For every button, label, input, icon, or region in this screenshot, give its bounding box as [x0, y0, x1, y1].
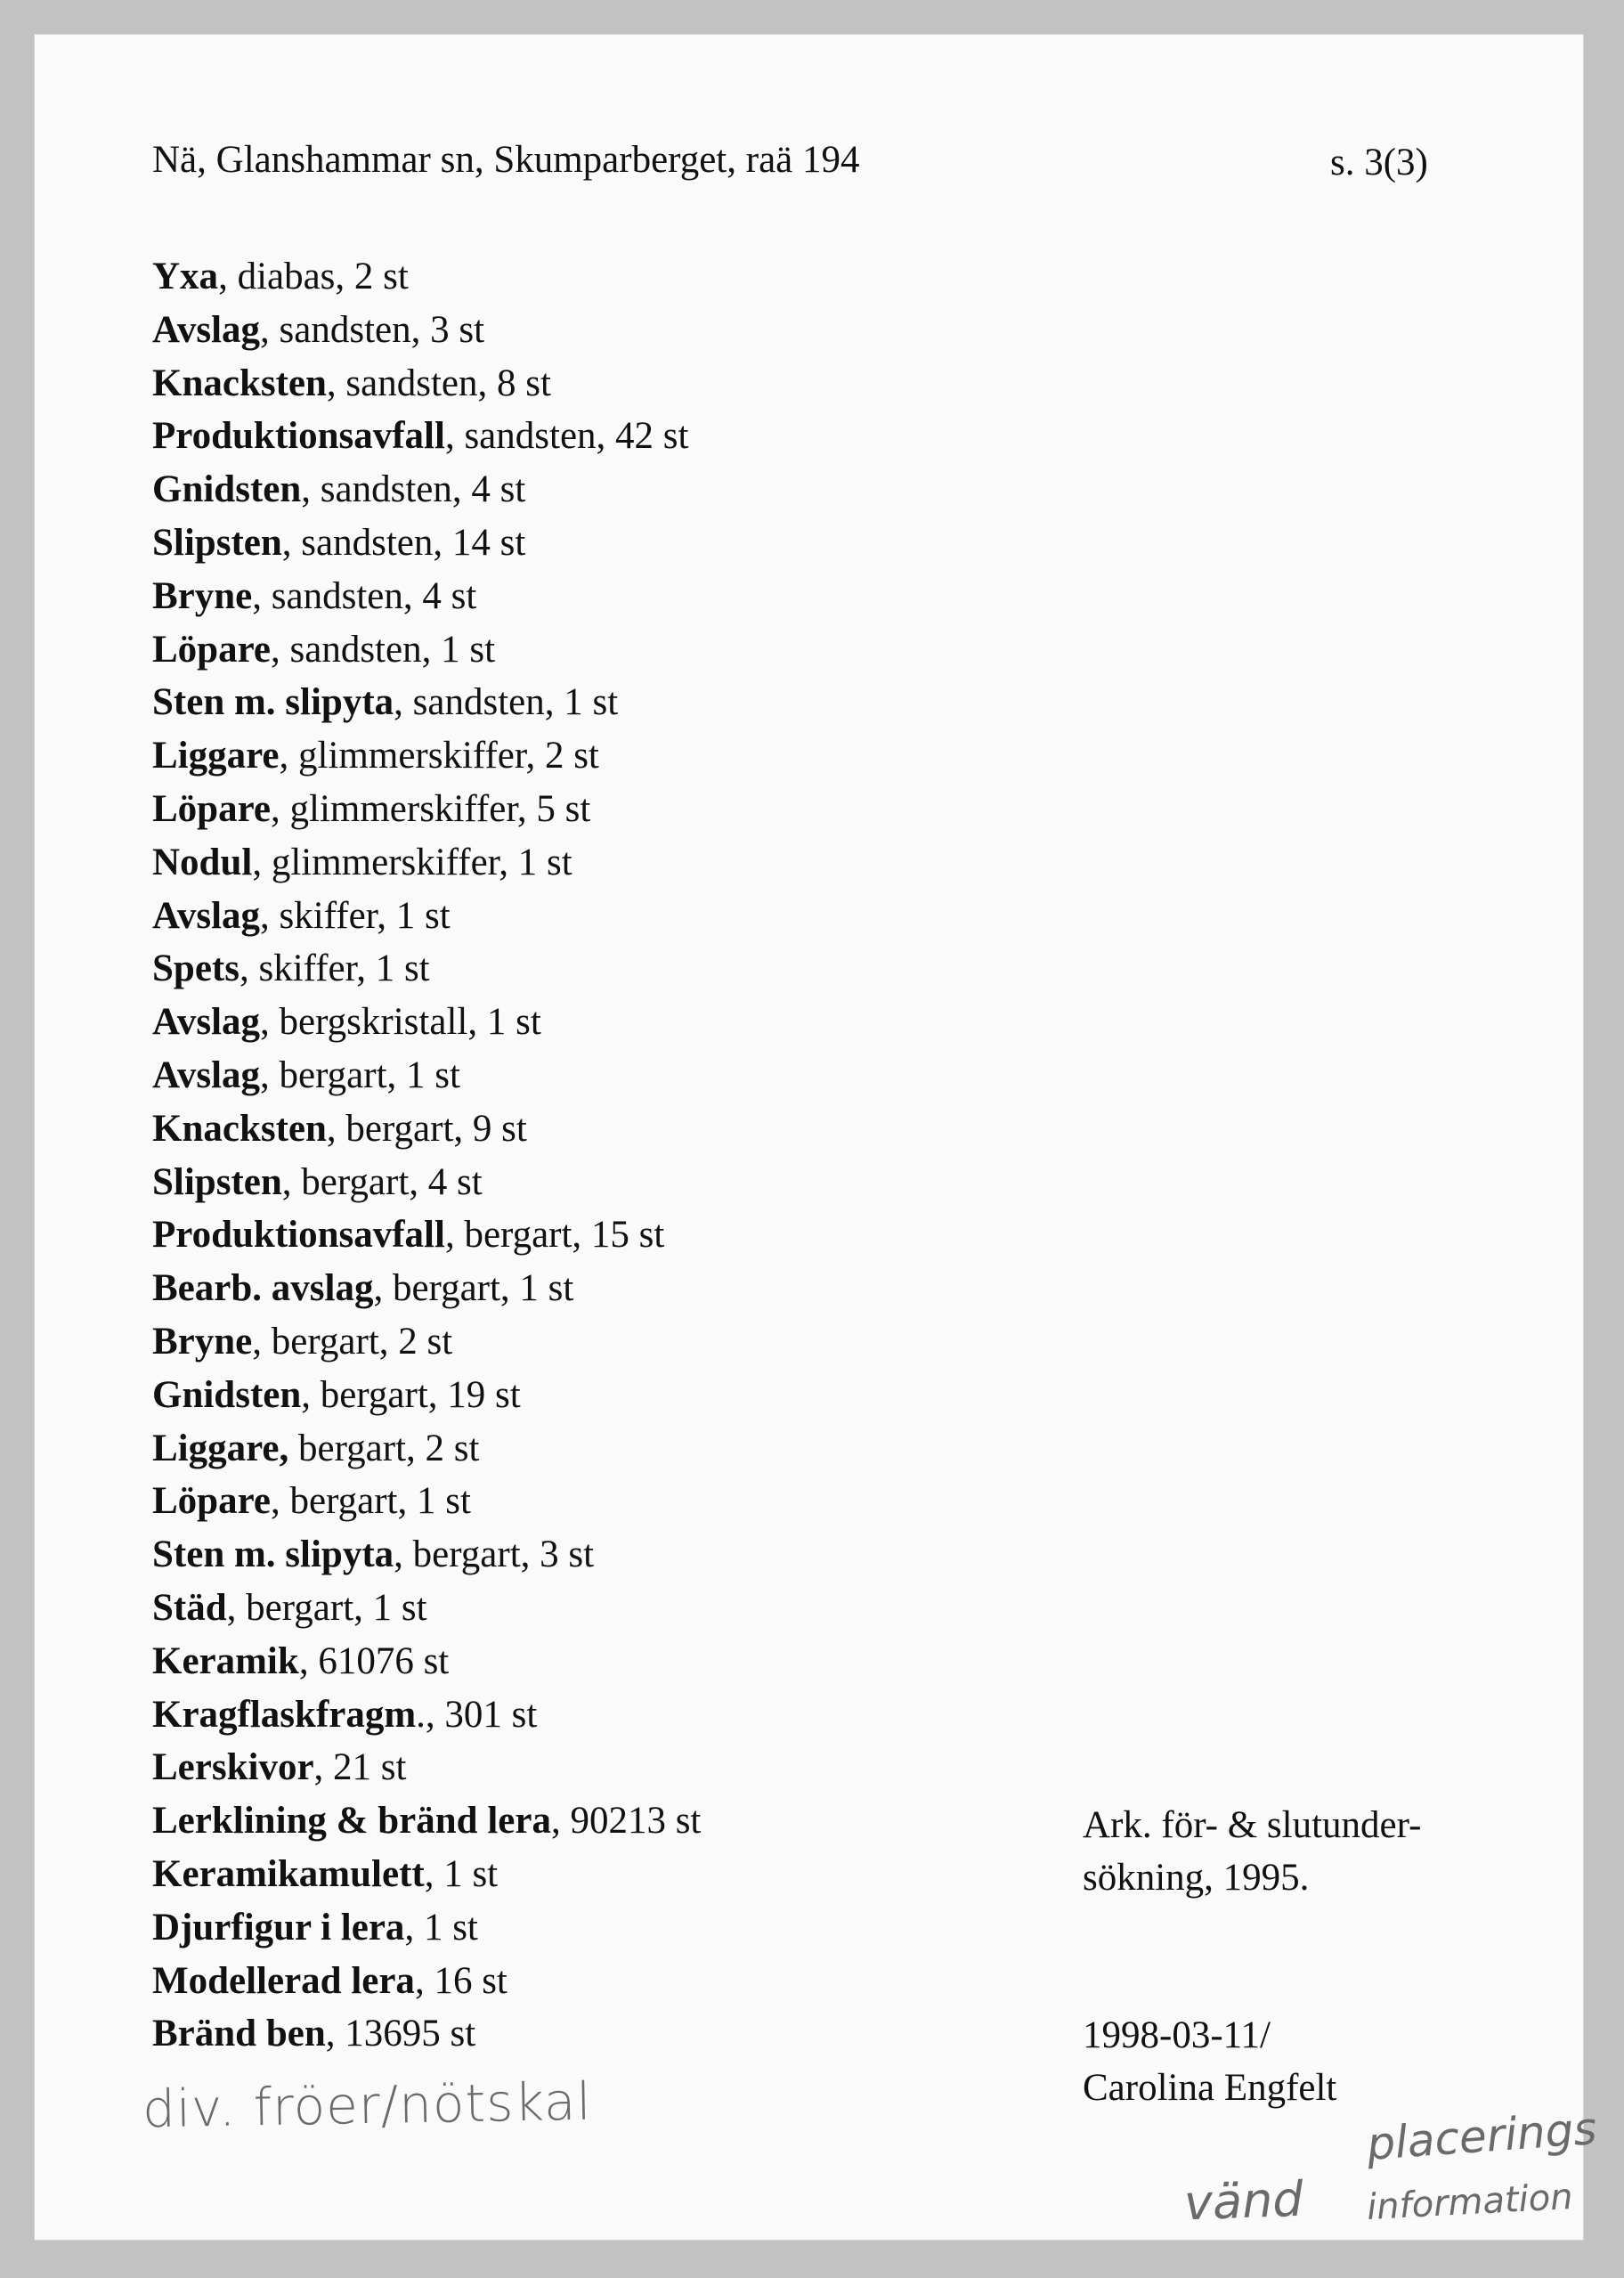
item-details: , 16 st	[414, 1959, 508, 2002]
item-name: Avslag	[152, 308, 261, 351]
list-item	[152, 1315, 701, 1369]
item-name: Nodul	[152, 841, 253, 883]
item-name: Lerklining & bränd lera	[152, 1800, 551, 1843]
item-name: Löpare	[152, 1480, 271, 1523]
item-details: , bergart, 4 st	[281, 1160, 483, 1203]
item-name: Lerskivor	[152, 1746, 314, 1789]
item-details: ., 301 st	[416, 1693, 538, 1736]
header-page-number: s. 3(3)	[1330, 142, 1428, 183]
item-name: Kragflaskfragm	[152, 1693, 417, 1736]
note-line: sökning, 1995.	[1083, 1857, 1310, 1899]
list-item	[152, 836, 701, 890]
list-item	[152, 1741, 701, 1794]
item-name: Djurfigur i lera	[152, 1906, 405, 1949]
list-item	[152, 676, 701, 729]
item-name: Städ	[152, 1586, 227, 1629]
item-name: Löpare	[152, 787, 271, 830]
item-name: Slipsten	[152, 1160, 282, 1203]
item-details: , 1 st	[404, 1906, 478, 1949]
list-item	[152, 890, 701, 943]
item-details: , 1 st	[424, 1852, 499, 1895]
signature-date: 1998-03-11/	[1083, 2014, 1271, 2056]
signature-block	[1083, 2009, 1336, 2114]
list-item	[152, 1262, 701, 1315]
list-item	[152, 623, 701, 677]
list-item	[152, 1688, 701, 1742]
item-details: bergart, 2 st	[288, 1427, 480, 1469]
item-details: , sandsten, 8 st	[326, 362, 551, 404]
item-name: Gnidsten	[152, 468, 302, 511]
list-item	[152, 783, 701, 836]
item-name: Slipsten	[152, 521, 282, 564]
list-item	[152, 517, 701, 570]
handwritten-note-seeds: div. fröer/nötskal	[142, 2071, 593, 2140]
item-details: , bergart, 1 st	[271, 1480, 471, 1523]
list-item	[152, 1422, 701, 1476]
item-details: , skiffer, 1 st	[260, 894, 451, 937]
item-name: Avslag	[152, 1001, 261, 1044]
item-details: , bergart, 1 st	[226, 1586, 427, 1629]
item-details: , 61076 st	[298, 1639, 450, 1682]
list-item	[152, 2007, 701, 2061]
item-details: , diabas, 2 st	[218, 256, 409, 297]
item-details: , sandsten, 14 st	[281, 521, 526, 564]
list-item	[152, 570, 701, 623]
item-name: Bryne	[152, 1320, 253, 1363]
list-item	[152, 304, 701, 357]
item-details: , bergart, 2 st	[252, 1320, 453, 1363]
item-name: Produktionsavfall	[152, 1214, 445, 1257]
item-details: , skiffer, 1 st	[239, 948, 430, 990]
item-name: Löpare	[152, 628, 271, 671]
item-details: , bergskristall, 1 st	[260, 1001, 541, 1044]
list-item	[152, 1102, 701, 1156]
list-item	[152, 1901, 701, 1955]
investigation-note	[1083, 1799, 1421, 1904]
list-item	[152, 1848, 701, 1901]
list-item	[152, 729, 701, 783]
item-name: Keramik	[152, 1639, 299, 1682]
item-details: , bergart, 1 st	[373, 1267, 574, 1310]
signature-author: Carolina Engfelt	[1083, 2067, 1337, 2109]
item-details: , bergart, 9 st	[326, 1107, 527, 1150]
item-details: , sandsten, 3 st	[260, 308, 485, 351]
list-item	[152, 1369, 701, 1422]
handwritten-note-turn: vänd	[1182, 2170, 1304, 2232]
item-details: , bergart, 15 st	[444, 1214, 665, 1257]
item-details: , glimmerskiffer, 1 st	[252, 841, 572, 883]
item-name: Gnidsten	[152, 1373, 302, 1416]
list-item	[152, 996, 701, 1049]
item-details: , sandsten, 1 st	[394, 681, 619, 724]
list-item	[152, 1156, 701, 1209]
item-details: , 90213 st	[550, 1800, 702, 1843]
item-name: Knacksten	[152, 1107, 327, 1150]
find-list	[152, 250, 701, 2061]
handwritten-note-placement: placerings	[1365, 2103, 1599, 2170]
list-item	[152, 410, 701, 463]
item-name: Sten m. slipyta	[152, 681, 394, 724]
item-name: Bearb. avslag	[152, 1267, 374, 1310]
item-name: Spets	[152, 948, 240, 990]
item-name: Keramikamulett	[152, 1852, 425, 1895]
item-name: Bränd ben	[152, 2013, 326, 2055]
list-item	[152, 1635, 701, 1688]
item-details: , bergart, 1 st	[260, 1054, 460, 1096]
list-item	[152, 250, 701, 304]
item-details: , sandsten, 4 st	[252, 574, 477, 617]
list-item	[152, 942, 701, 996]
item-details: , bergart, 3 st	[394, 1534, 595, 1576]
item-details: , bergart, 19 st	[301, 1373, 521, 1416]
item-details: , 21 st	[313, 1746, 407, 1789]
item-details: , sandsten, 1 st	[271, 628, 496, 671]
item-details: , glimmerskiffer, 2 st	[279, 735, 599, 777]
list-item	[152, 463, 701, 517]
list-item	[152, 1955, 701, 2008]
note-line: Ark. för- & slutunder-	[1083, 1804, 1422, 1846]
handwritten-note-information: information	[1365, 2176, 1574, 2229]
item-name: Produktionsavfall	[152, 415, 445, 458]
list-item	[152, 1528, 701, 1582]
item-name: Yxa	[152, 256, 219, 297]
item-name: Bryne	[152, 574, 253, 617]
list-item	[152, 1794, 701, 1848]
item-details: , 13695 st	[325, 2013, 476, 2055]
header-location: Nä, Glanshammar sn, Skumparberget, raä 194	[152, 139, 860, 181]
item-details: , glimmerskiffer, 5 st	[271, 787, 591, 830]
list-item	[152, 1208, 701, 1262]
item-name: Liggare,	[152, 1427, 289, 1469]
list-item	[152, 357, 701, 411]
list-item	[152, 1582, 701, 1635]
item-name: Liggare	[152, 735, 280, 777]
list-item	[152, 1049, 701, 1102]
list-item	[152, 1475, 701, 1528]
item-name: Sten m. slipyta	[152, 1534, 394, 1576]
item-name: Avslag	[152, 894, 261, 937]
item-name: Modellerad lera	[152, 1959, 415, 2002]
item-details: , sandsten, 4 st	[301, 468, 526, 511]
item-details: , sandsten, 42 st	[444, 415, 689, 458]
item-name: Knacksten	[152, 362, 327, 404]
item-name: Avslag	[152, 1054, 261, 1096]
